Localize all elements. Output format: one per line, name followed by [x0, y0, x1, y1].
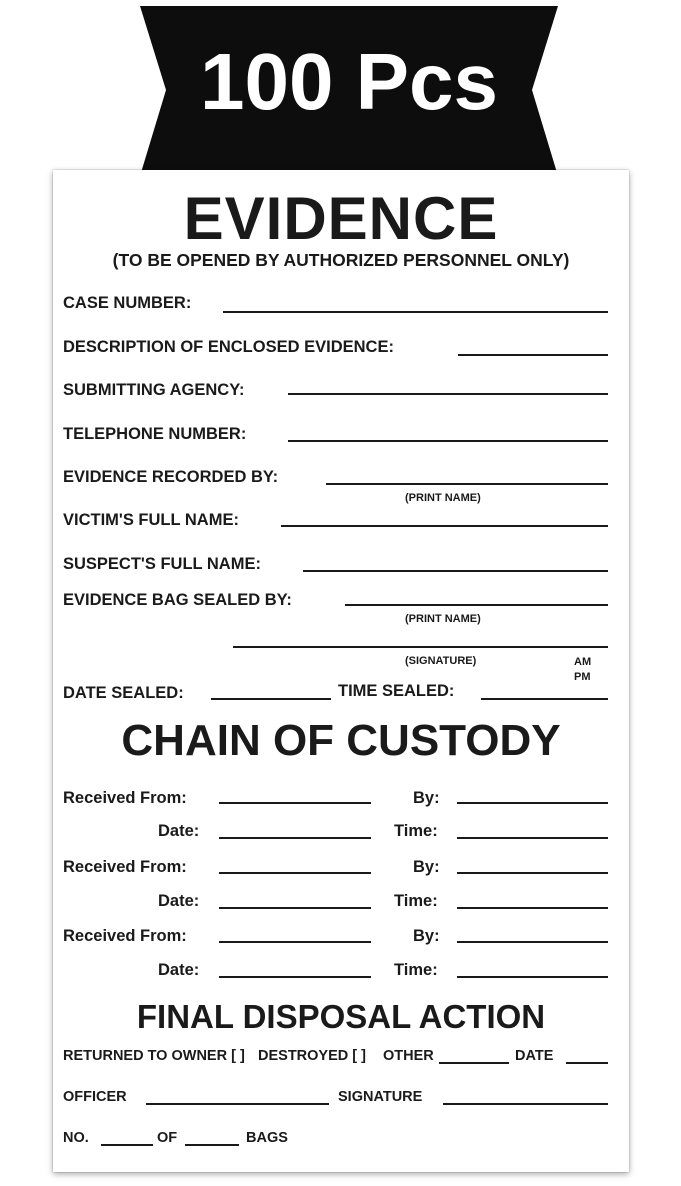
sealed-by-line — [345, 604, 608, 606]
by-label: By: — [413, 789, 440, 807]
signature-label: SIGNATURE — [338, 1089, 423, 1105]
case-number-line — [223, 311, 608, 313]
time-line — [457, 907, 608, 909]
destroyed-label: DESTROYED [ ] — [258, 1048, 366, 1064]
disposal-date-label: DATE — [515, 1048, 554, 1064]
print-name-caption: (PRINT NAME) — [405, 613, 481, 625]
time-line — [457, 837, 608, 839]
by-label: By: — [413, 858, 440, 876]
date-sealed-line — [211, 698, 331, 700]
by-line — [457, 802, 608, 804]
date-line — [219, 976, 371, 978]
disposal-signature-line — [443, 1103, 608, 1105]
quantity-banner — [140, 2, 558, 178]
chain-of-custody-heading: CHAIN OF CUSTODY — [121, 716, 561, 765]
description-line — [458, 354, 608, 356]
returned-to-owner-label: RETURNED TO OWNER [ ] — [63, 1048, 245, 1064]
banner-text: 100 Pcs — [199, 37, 499, 126]
signature-caption: (SIGNATURE) — [405, 655, 477, 667]
by-line — [457, 941, 608, 943]
print-name-caption: (PRINT NAME) — [405, 492, 481, 504]
other-label: OTHER — [383, 1048, 434, 1064]
form-title: EVIDENCE — [183, 185, 499, 252]
submitting-agency-label: SUBMITTING AGENCY: — [63, 381, 245, 399]
date-line — [219, 907, 371, 909]
disposal-date-line — [566, 1062, 608, 1064]
date-sealed-label: DATE SEALED: — [63, 684, 184, 702]
received-from-line — [219, 802, 371, 804]
date-line — [219, 837, 371, 839]
by-line — [457, 872, 608, 874]
number-label: NO. — [63, 1130, 89, 1146]
received-from-label: Received From: — [63, 858, 187, 876]
time-label: Time: — [394, 822, 438, 840]
date-label: Date: — [158, 892, 200, 910]
final-disposal-heading: FINAL DISPOSAL ACTION — [136, 998, 546, 1035]
sealed-by-label: EVIDENCE BAG SEALED BY: — [63, 591, 292, 609]
received-from-line — [219, 872, 371, 874]
evidence-label — [53, 170, 629, 1172]
victim-line — [281, 525, 608, 527]
pm-marker: PM — [574, 671, 591, 683]
of-label: OF — [157, 1130, 178, 1146]
form-subtitle: (TO BE OPENED BY AUTHORIZED PERSONNEL ONLY) — [112, 250, 570, 270]
recorded-by-line — [326, 483, 608, 485]
submitting-agency-line — [288, 393, 608, 395]
telephone-label: TELEPHONE NUMBER: — [63, 425, 247, 443]
time-line — [457, 976, 608, 978]
telephone-line — [288, 440, 608, 442]
victim-label: VICTIM'S FULL NAME: — [63, 511, 239, 529]
of-line — [185, 1144, 239, 1146]
recorded-by-label: EVIDENCE RECORDED BY: — [63, 468, 279, 486]
suspect-line — [303, 570, 608, 572]
suspect-label: SUSPECT'S FULL NAME: — [63, 555, 261, 573]
bags-label: BAGS — [246, 1130, 288, 1146]
signature-line — [233, 646, 608, 648]
time-label: Time: — [394, 961, 438, 979]
am-marker: AM — [574, 656, 592, 668]
date-label: Date: — [158, 961, 200, 979]
description-label: DESCRIPTION OF ENCLOSED EVIDENCE: — [63, 338, 394, 356]
received-from-label: Received From: — [63, 927, 187, 945]
received-from-line — [219, 941, 371, 943]
time-label: Time: — [394, 892, 438, 910]
other-line — [439, 1062, 509, 1064]
officer-label: OFFICER — [63, 1089, 127, 1105]
by-label: By: — [413, 927, 440, 945]
case-number-label: CASE NUMBER: — [63, 294, 192, 312]
time-sealed-line — [481, 698, 608, 700]
number-line — [101, 1144, 153, 1146]
time-sealed-label: TIME SEALED: — [338, 682, 455, 700]
received-from-label: Received From: — [63, 789, 187, 807]
officer-line — [146, 1103, 329, 1105]
date-label: Date: — [158, 822, 200, 840]
